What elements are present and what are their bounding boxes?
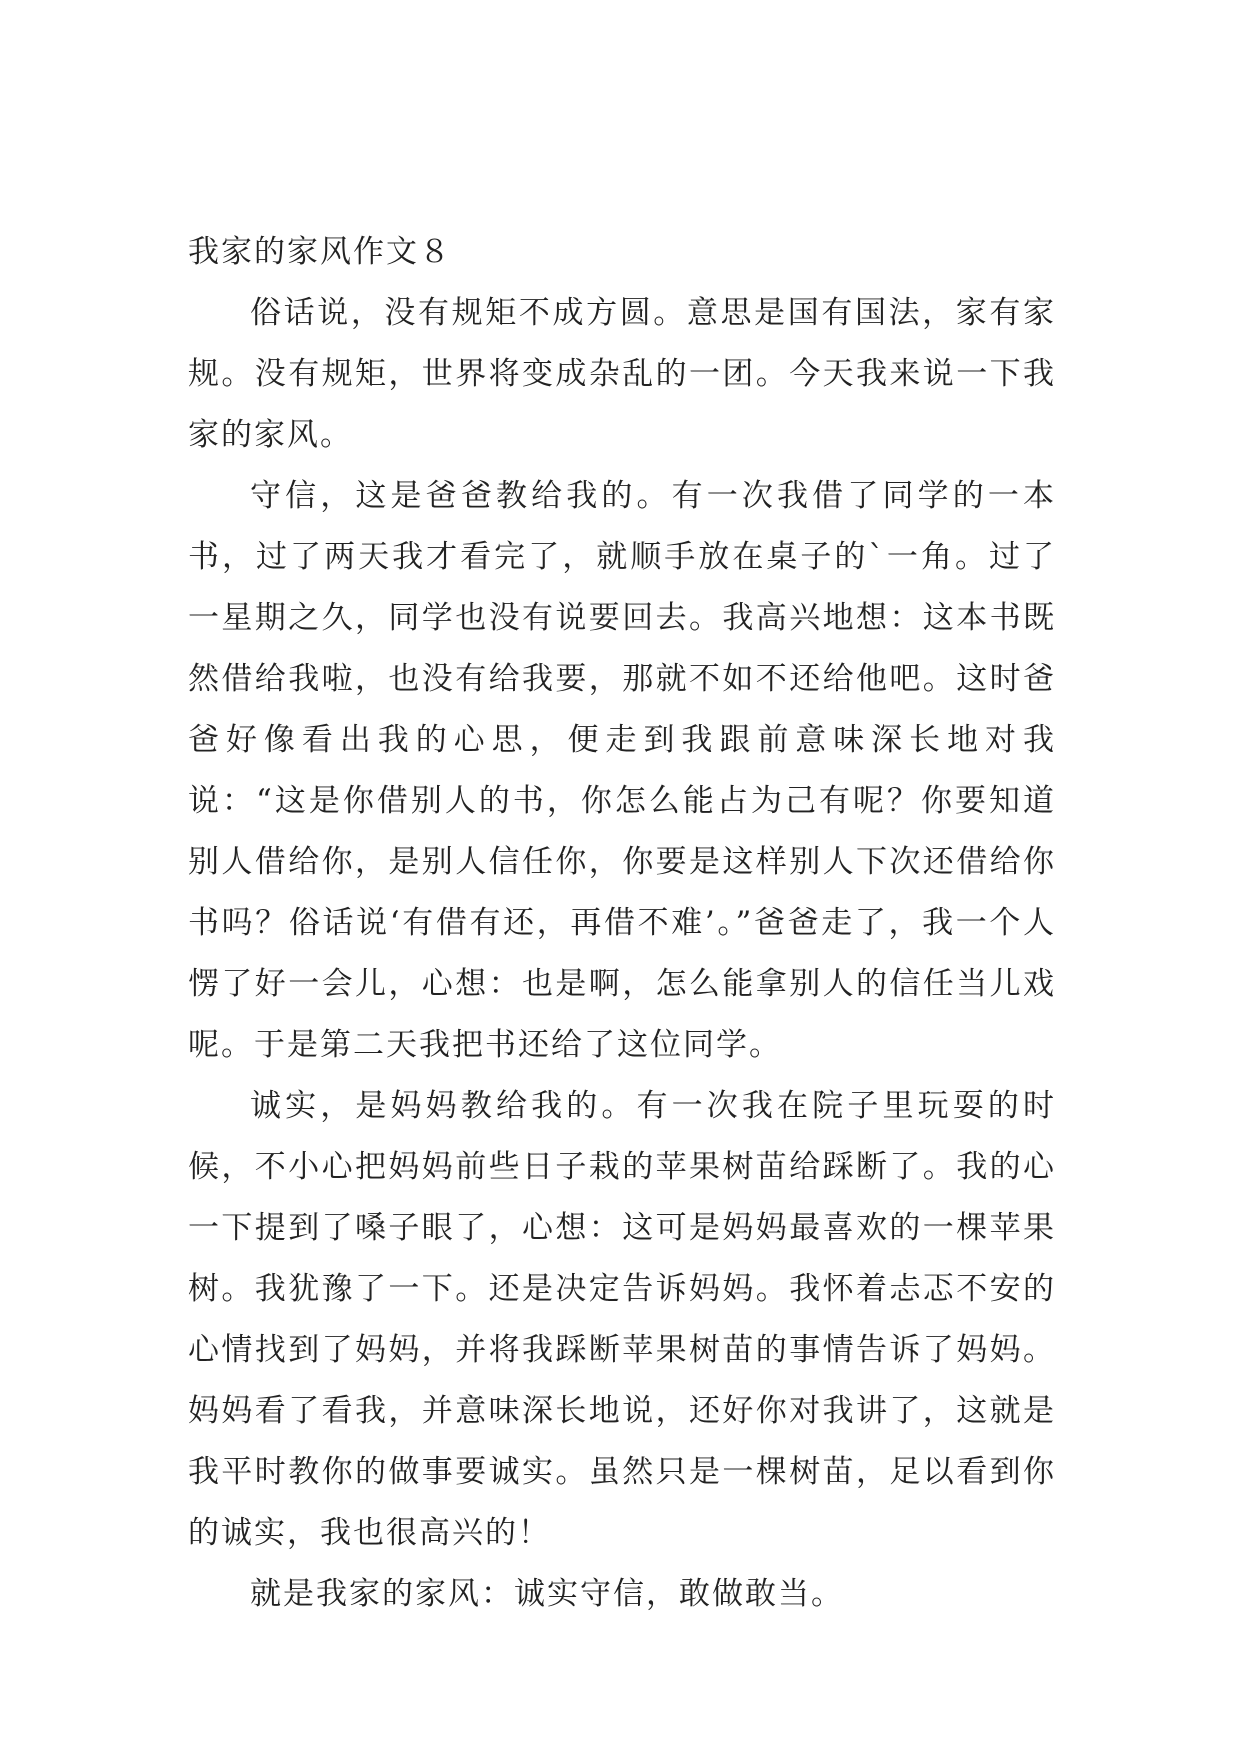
paragraph-honesty: 诚实，是妈妈教给我的。有一次我在院子里玩耍的时候，不小心把妈妈前些日子栽的苹果树苗给踩断了。我的心一下提到了嗓子眼了，心想：这可是妈妈最喜欢的一棵苹果树。我犹豫了一下。还是决定告诉妈妈。我怀着忐忑不安的心情找到了妈妈，并将我踩断苹果树苗的事情告诉了妈妈。妈妈看了看我，并意味深长地说，还好你对我讲了，这就是我平时教你的做事要诚实。虽然只是一棵树苗，足以看到你的诚实，我也很高兴的！ [188,1088,1056,1551]
paragraph-trustworthiness: 守信，这是爸爸教给我的。有一次我借了同学的一本书，过了两天我才看完了，就顺手放在桌子的`一角。过了一星期之久，同学也没有说要回去。我高兴地想：这本书既然借给我啦，也没有给我要，那就不如不还给他吧。这时爸爸好像看出我的心思，便走到我跟前意味深长地对我说：“这是你借别人的书，你怎么能占为己有呢？你要知道别人借给你，是别人信任你，你要是这样别人下次还借给你书吗？俗话说‘有借有还，再借不难’。”爸爸走了，我一个人愣了好一会儿，心想：也是啊，怎么能拿别人的信任当儿戏呢。于是第二天我把书还给了这位同学。 [188,478,1056,1063]
document-title: 我家的家风作文８ [188,234,452,270]
paragraph-intro: 俗话说，没有规矩不成方圆。意思是国有国法，家有家规。没有规矩，世界将变成杂乱的一团。今天我来说一下我家的家风。 [188,295,1056,453]
paragraph-conclusion: 就是我家的家风：诚实守信，敢做敢当。 [250,1576,844,1612]
document-body [188,222,1056,1625]
